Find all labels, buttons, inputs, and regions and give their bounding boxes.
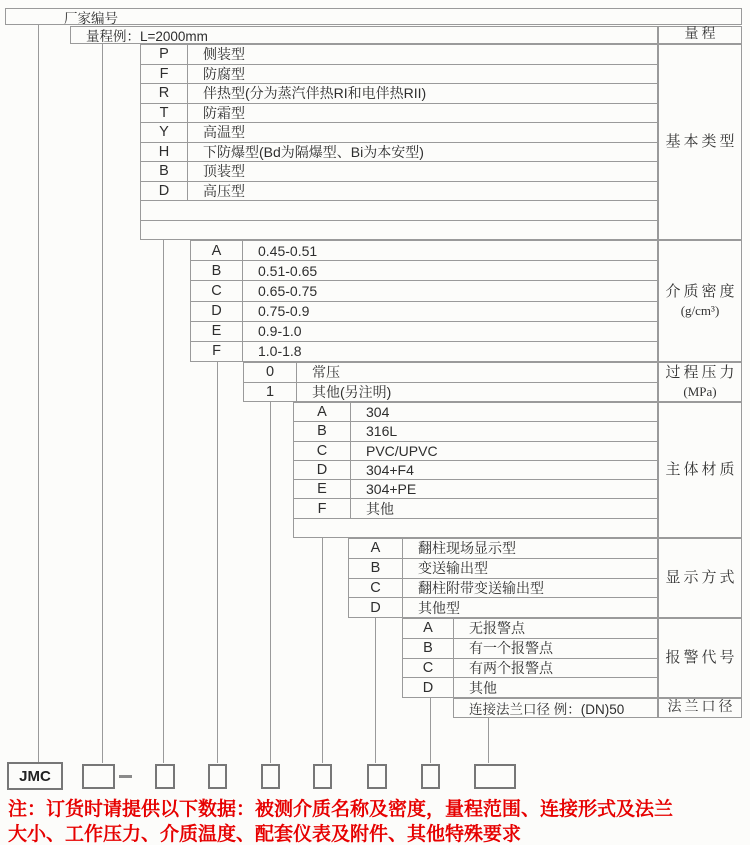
- label-text: 法兰口径: [667, 699, 736, 715]
- row-desc: 侧装型: [203, 46, 245, 63]
- flange-desc: 连接法兰口径 例：(DN)50: [469, 702, 625, 717]
- connector-line: [430, 698, 431, 763]
- row-code: D: [349, 598, 403, 617]
- row-code: A: [294, 403, 351, 421]
- label-text: 介质密度: [665, 284, 738, 301]
- label-text: 基本类型: [665, 134, 738, 150]
- row-code: R: [141, 84, 188, 103]
- connector-line: [375, 618, 376, 763]
- row-code: C: [403, 659, 454, 678]
- row-desc: 高压型: [203, 182, 245, 199]
- manufacturer-code-box: [5, 8, 742, 25]
- code-box-range: [82, 764, 115, 789]
- row-desc: 常压: [312, 364, 340, 381]
- table-row: [294, 403, 657, 421]
- row-code: F: [191, 342, 243, 361]
- row-code: F: [294, 499, 351, 517]
- table-row: [294, 498, 657, 517]
- row-desc: 其他(另注明): [312, 383, 392, 400]
- row-desc: 其他型: [418, 599, 460, 616]
- label-flange-size: [658, 698, 742, 718]
- row-code: A: [191, 241, 243, 260]
- row-desc: 0.45-0.51: [258, 242, 318, 259]
- row-code: Y: [141, 123, 188, 142]
- table-row: [191, 241, 657, 260]
- row-code: D: [403, 678, 454, 697]
- label-alarm-code: [658, 618, 742, 698]
- table-row: [403, 638, 657, 658]
- row-desc: 防腐型: [203, 65, 245, 82]
- row-code: D: [141, 182, 188, 201]
- table-row: [141, 64, 657, 84]
- row-code: C: [191, 281, 243, 300]
- label-text: 主体材质: [665, 462, 738, 478]
- row-code: B: [403, 639, 454, 658]
- code-box-pressure: [261, 764, 280, 789]
- row-desc: 有一个报警点: [469, 640, 553, 657]
- row-desc: 高温型: [203, 124, 245, 141]
- row-desc: 304: [366, 404, 390, 421]
- table-row-empty: [294, 518, 657, 537]
- table-row: [141, 161, 657, 181]
- table-row: [294, 421, 657, 440]
- table-row: [403, 677, 657, 697]
- row-desc: 0.9-1.0: [258, 323, 302, 340]
- table-row: [191, 341, 657, 361]
- section-flange-size: [453, 698, 658, 718]
- dash-separator: [119, 775, 132, 778]
- table-row: [349, 578, 657, 598]
- code-box-display: [367, 764, 387, 789]
- table-row: [141, 45, 657, 64]
- row-desc: 316L: [366, 423, 398, 440]
- table-row: [349, 597, 657, 617]
- connector-line: [38, 25, 39, 763]
- code-box-material: [313, 764, 332, 789]
- connector-line: [217, 362, 218, 763]
- label-text: 报警代号: [665, 650, 738, 666]
- table-row: [244, 382, 657, 402]
- row-code: C: [294, 442, 351, 460]
- label-body-material: [658, 402, 742, 538]
- section-basic-type: [140, 44, 658, 240]
- row-code: D: [294, 461, 351, 479]
- row-code: D: [191, 302, 243, 321]
- row-desc: 0.75-0.9: [258, 303, 310, 320]
- table-row: [191, 280, 657, 300]
- row-desc: 伴热型(分为蒸汽伴热RI和电伴热RII): [203, 85, 427, 102]
- label-text: 量程: [684, 26, 719, 42]
- table-row: [454, 699, 657, 717]
- row-desc: 304+PE: [366, 481, 417, 498]
- row-code: A: [349, 539, 403, 558]
- label-range: [658, 26, 742, 44]
- row-code: T: [141, 104, 188, 123]
- row-desc: 顶装型: [203, 163, 245, 180]
- row-code: P: [141, 45, 188, 64]
- table-row: [244, 363, 657, 382]
- code-box-basic-type: [155, 764, 175, 789]
- row-code: C: [349, 579, 403, 598]
- row-code: B: [349, 559, 403, 578]
- range-example-text: 量程例：L=2000mm: [86, 29, 208, 44]
- row-code: E: [294, 480, 351, 498]
- row-desc: PVC/UPVC: [366, 442, 438, 459]
- connector-line: [270, 402, 271, 763]
- table-row: [349, 558, 657, 578]
- row-desc: 有两个报警点: [469, 659, 553, 676]
- row-desc: 其他: [469, 679, 497, 696]
- table-row: [141, 103, 657, 123]
- code-box-alarm: [421, 764, 440, 789]
- row-code: B: [191, 261, 243, 280]
- ordering-note-line1: 注：订货时请提供以下数据：被测介质名称及密度，量程范围、连接形式及法兰: [8, 799, 674, 820]
- row-desc: 翻柱现场显示型: [418, 540, 516, 557]
- label-display-mode: [658, 538, 742, 618]
- code-box-density: [208, 764, 227, 789]
- table-row: [191, 321, 657, 341]
- row-code: B: [141, 162, 188, 181]
- section-medium-density: [190, 240, 658, 362]
- label-text: 显示方式: [665, 570, 738, 586]
- table-row-empty: [141, 220, 657, 240]
- label-process-pressure: [658, 362, 742, 402]
- table-row: [294, 460, 657, 479]
- section-display-mode: [348, 538, 658, 618]
- table-row: [294, 441, 657, 460]
- row-code: A: [403, 619, 454, 638]
- table-row: [141, 181, 657, 201]
- table-row: [191, 260, 657, 280]
- label-basic-type: [658, 44, 742, 240]
- table-row: [141, 142, 657, 162]
- row-desc: 无报警点: [469, 620, 525, 637]
- label-unit: (MPa): [683, 384, 717, 400]
- section-process-pressure: [243, 362, 658, 402]
- section-alarm-code: [402, 618, 658, 698]
- ordering-note: [8, 797, 746, 845]
- row-desc: 防霜型: [203, 104, 245, 121]
- code-box-flange: [474, 764, 516, 789]
- label-text: 过程压力: [665, 365, 738, 382]
- model-prefix: JMC: [19, 767, 51, 785]
- label-medium-density: [658, 240, 742, 362]
- row-code: 1: [244, 383, 297, 402]
- row-desc: 下防爆型(Bd为隔爆型、Bi为本安型): [203, 143, 424, 160]
- row-code: B: [294, 422, 351, 440]
- row-code: E: [191, 322, 243, 341]
- section-body-material: [293, 402, 658, 538]
- range-example-box: [70, 26, 658, 44]
- model-prefix-box: [7, 762, 63, 790]
- row-code: 0: [244, 363, 297, 382]
- connector-line: [322, 538, 323, 763]
- row-desc: 1.0-1.8: [258, 343, 302, 360]
- table-row: [141, 83, 657, 103]
- table-row: [294, 479, 657, 498]
- row-desc: 0.65-0.75: [258, 282, 318, 299]
- table-row: [141, 122, 657, 142]
- table-row: [403, 619, 657, 638]
- table-row-empty: [141, 200, 657, 220]
- table-row: [403, 658, 657, 678]
- row-desc: 304+F4: [366, 461, 414, 478]
- table-row: [191, 301, 657, 321]
- ordering-note-line2: 大小、工作压力、介质温度、配套仪表及附件、其他特殊要求: [8, 824, 522, 845]
- row-desc: 翻柱附带变送输出型: [418, 579, 544, 596]
- row-desc: 变送输出型: [418, 560, 488, 577]
- connector-line: [163, 240, 164, 763]
- row-code: F: [141, 65, 188, 84]
- connector-line: [488, 718, 489, 763]
- row-desc: 其他: [366, 500, 394, 517]
- manufacturer-code-label: 厂家编号: [64, 10, 118, 26]
- row-desc: 0.51-0.65: [258, 262, 318, 279]
- connector-line: [102, 44, 103, 763]
- label-unit: (g/cm³): [680, 303, 720, 319]
- table-row: [349, 539, 657, 558]
- row-code: H: [141, 143, 188, 162]
